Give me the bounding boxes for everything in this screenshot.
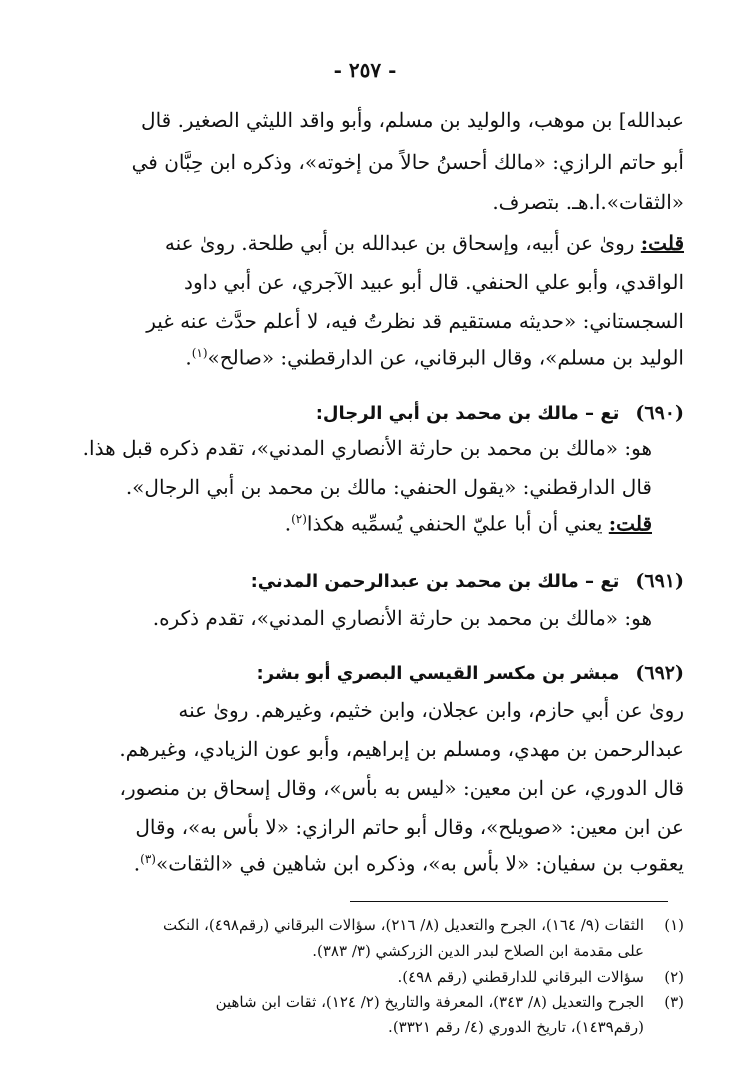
- footnote-1: [44, 916, 684, 934]
- body-line: «الثقات».ا.هـ. بتصرف.: [492, 190, 684, 214]
- body-line: قال الدارقطني: «يقول الحنفي: مالك بن محمد بن أبي الرجال».: [125, 475, 652, 499]
- body-text: يعقوب بن سفيان: «لا بأس به»، وذكره ابن شاهين في «الثقات»: [155, 851, 684, 876]
- body-line: السجستاني: «حديثه مستقيم قد نظرتُ فيه، لا أعلم حدَّث عنه غير: [146, 309, 684, 333]
- body-line: أبو حاتم الرازي: «مالك أحسنُ حالاً من إخوته»، وذكره ابن حِبَّان في: [131, 150, 684, 174]
- period: .: [284, 511, 292, 536]
- body-line: [44, 347, 684, 368]
- footnote-3: [44, 993, 684, 1011]
- entry-number: (٦٩٠): [635, 402, 684, 424]
- footnote-text: الجرح والتعديل (٨/ ٣٤٣)، المعرفة والتاريخ (٢/ ١٢٤)، ثقات ابن شاهين: [215, 993, 644, 1011]
- body-text: الوليد بن مسلم»، وقال البرقاني، عن الدارقطني: «صالح»: [207, 345, 684, 370]
- footnote-1-cont: على مقدمة ابن الصلاح لبدر الدين الزركشي (٣/ ٣٨٣).: [312, 942, 644, 960]
- footnote-ref: (١): [191, 346, 208, 360]
- body-line: عبدالله] بن موهب، والوليد بن مسلم، وأبو واقد الليثي الصغير. قال: [141, 108, 684, 132]
- entry-heading-692: [44, 662, 684, 684]
- entry-title: تع – مالك بن محمد بن عبدالرحمن المدني:: [250, 571, 620, 592]
- entry-number: (٦٩١): [635, 570, 684, 592]
- qult-label: قلت:: [608, 511, 652, 536]
- page-number: - ٢٥٧ -: [333, 58, 397, 82]
- footnote-2: [44, 968, 684, 986]
- period: .: [133, 851, 141, 876]
- body-line: [92, 513, 652, 534]
- entry-heading-690: [44, 402, 684, 424]
- body-line: قال الدوري، عن ابن معين: «ليس به بأس»، وقال إسحاق بن منصور،: [119, 776, 684, 800]
- footnote-number: (١): [664, 916, 684, 934]
- qult-label: قلت:: [640, 231, 684, 255]
- footnote-ref: (٢): [291, 512, 307, 526]
- period: .: [185, 345, 192, 370]
- entry-heading-691: [44, 570, 684, 592]
- body-line: الواقدي، وأبو علي الحنفي. قال أبو عبيد الآجري، عن أبي داود: [184, 270, 684, 294]
- footnote-number: (٣): [664, 993, 684, 1011]
- body-line: [44, 233, 684, 253]
- entry-number: (٦٩٢): [635, 662, 684, 684]
- footnote-ref: (٣): [140, 852, 156, 866]
- footnote-divider: [350, 901, 668, 902]
- body-line: هو: «مالك بن محمد بن حارثة الأنصاري المدني»، تقدم ذكره قبل هذا.: [82, 436, 652, 460]
- body-line: هو: «مالك بن محمد بن حارثة الأنصاري المدني»، تقدم ذكره.: [152, 606, 652, 630]
- entry-title: مبشر بن مكسر القيسي البصري أبو بشر:: [256, 663, 620, 684]
- footnote-number: (٢): [664, 968, 684, 986]
- footnote-text: الثقات (٩/ ١٦٤)، الجرح والتعديل (٨/ ٢١٦)، سؤالات البرقاني (رقم٤٩٨)، النكت: [163, 916, 644, 934]
- qult-text: روىٰ عن أبيه، وإسحاق بن عبدالله بن أبي طلحة. روىٰ عنه: [164, 231, 641, 255]
- footnote-3-cont: (رقم١٤٣٩)، تاريخ الدوري (٤/ رقم ٣٣٢١).: [388, 1018, 644, 1036]
- body-line: عن ابن معين: «صويلح»، وقال أبو حاتم الرازي: «لا بأس به»، وقال: [135, 815, 684, 839]
- footnote-text: سؤالات البرقاني للدارقطني (رقم ٤٩٨).: [397, 968, 644, 986]
- qult-text: يعني أن أبا عليّ الحنفي يُسمِّيه هكذا: [306, 511, 609, 536]
- body-line: [44, 853, 684, 874]
- body-line: روىٰ عن أبي حازم، وابن عجلان، وابن خثيم، وغيرهم. روىٰ عنه: [178, 698, 684, 722]
- body-line: عبدالرحمن بن مهدي، ومسلم بن إبراهيم، وأبو عون الزيادي، وغيرهم.: [119, 737, 684, 761]
- entry-title: تع – مالك بن محمد بن أبي الرجال:: [315, 403, 620, 424]
